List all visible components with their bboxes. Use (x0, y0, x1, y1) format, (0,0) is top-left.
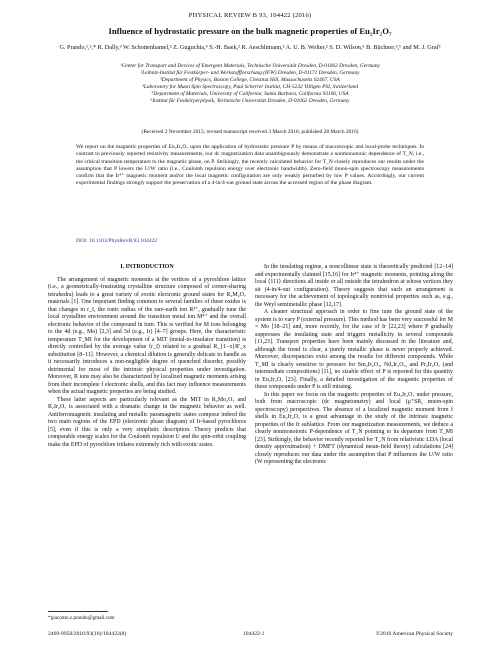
footnote-rule (48, 611, 108, 612)
author-list: G. Prando,¹,²,* R. Dally,³ W. Schottenhamel,² Z. Guguchia,⁴ S.-H. Baek,² R. Aeschlimann,² A. U. B. Wolter,² S. D. Wilson,⁵ B. Büchner,²,⁶ and M. J. Graf³ (59, 44, 441, 51)
affiliation: ¹Center for Transport and Devices of Emergent Materials, Technische Universität Dresden, D-01062 Dresden, Germany (120, 63, 380, 69)
doi (76, 238, 157, 244)
affiliation: ⁶Institut für Festkörperphysik, Technische Universität Dresden, D-01062 Dresden, Germany (150, 98, 350, 105)
body-paragraph: In this paper we focus on the magnetic properties of Eu₂Ir₂O₇ under pressure, both from macroscopic (dc magnetometry) and local (μ⁺SR, muon-spin spectroscopy) perspectives. The absence of a localized magnetic moment from f shells in Eu₂Ir₂O₇ is a great advantage in the study of the intrinsic magnetic properties of the Ir sublattice. From our magnetization measurements, we deduce a clearly nonmonotonic P-dependence of T_N pointing to its departure from T_MI [23]. Strikingly, the behavior recently reported for T_N from relativistic LDA (local density approximation) + DMFT (dynamical mean-field theory) calculations [24] closely reproduces our data under the assumption that P influences the U/W ratio (W representing the electronic (255, 391, 453, 465)
section-heading: I. INTRODUCTION (120, 264, 174, 270)
footer-issn: 2469-9950/2016/93(10)/104422(8) (48, 631, 127, 637)
affiliation: ²Leibniz-Institut für Festkörper- und Werkstoffforschung (IFW) Dresden, D-01171 Dresden, Germany (140, 70, 360, 77)
body-paragraph: These latter aspects are particularly relevant as the MIT in R₂Mo₂O₇ and R₂Ir₂O₇ is associated with a dramatic change in the magnetic behavior as well. Antiferromagnetic insulating and metallic paramagnetic states compose indeed the two main regions of the EPD (electronic phase diagram) of Ir-based pyrochlores [5], even if this is only a very simplistic description. Theory predicts that comparable energy scales for the Coulomb repulsion U and the spin-orbit coupling make the EPD of pyrochlore iridates extremely rich with exotic states. (48, 396, 246, 448)
affiliation: ⁵Department of Materials, University of California, Santa Barbara, California 93106, USA (151, 91, 349, 98)
left-column (48, 264, 246, 449)
footer-copyright: ©2016 American Physical Society (375, 631, 453, 637)
affiliations (36, 63, 464, 106)
affiliation: ³Department of Physics, Boston College, Chestnut Hill, Massachusetts 02467, USA (160, 77, 340, 84)
corresponding-author-footnote: *giacomo.z.prando@gmail.com (48, 615, 115, 621)
received-dates: (Received 2 November 2015; revised manuscript received 3 March 2016; published 28 March 2016) (141, 129, 359, 135)
paper-title: Influence of hydrostatic pressure on the bulk magnetic properties of Eu₂Ir₂O₇ (108, 26, 392, 36)
body-paragraph: A cleaner structural approach in order to fine tune the ground state of the system is to vary P (external pressure). This method has been very successful for M = Mo [18–21] and, more recently, for the case of Ir [22,23] where P gradually suppresses the insulating state and triggers metallicity in several compounds [11,23]. Transport properties have been mainly discussed in the literature and, although the trend is clear, a purely metallic phase is never properly achieved. Moreover, discrepancies exist among the results for different compounds. While T_MI is clearly sensitive to pressure for Sm₂Ir₂O₇, Nd₂Ir₂O₇, and Pr₂Ir₂O₇ (and intermediate compositions) [11], no sizable effect of P is reported for this quantity in Eu₂Ir₂O₇ [23]. Finally, a detailed investigation of the magnetic properties of these compounds under P is still missing. (255, 309, 453, 390)
doi-link[interactable]: DOI: 10.1103/PhysRevB.93.104422 (76, 238, 158, 244)
footer-page-number: 104422-1 (243, 631, 265, 637)
abstract: We report on the magnetic properties of Eu₂Ir₂O₇ upon the application of hydrostatic pressure P by means of macroscopic and local-probe techniques. In contrast to previously reported resistivity measurements, our dc magnetization data unambiguously demonstrate a nonmonotonic dependence of T_N, i.e., the critical transition temperature to the magnetic phase, on P. Strikingly, the recently calculated behavior for T_N closely reproduces our results under the assumption that P lowers the U/W ratio (i.e., Coulomb repulsion energy over electronic bandwidth). Zero-field muon-spin spectroscopy measurements confirm that the Ir⁴⁺ magnetic moment and/or the local magnetic configuration are only weakly perturbed by low P values. Accordingly, our current experimental findings strongly support the preservation of a 4-in/4-out ground state across the accessed region of the phase diagram. (76, 144, 424, 187)
body-paragraph: In the insulating regime, a noncollinear state is theoretically predicted [12–14] and experimentally claimed [15,16] for Ir⁴⁺ magnetic moments, pointing along the local ⟨111⟩ directions all inside or all outside the tetrahedron at whose vertices they sit (4-in/4-out configuration). Theory suggests that such an arrangement is necessary for the achievement of topologically nontrivial properties such as, e.g., the Weyl semimetallic phase [12,17]. (255, 264, 453, 308)
affiliation: ⁴Laboratory for Muon Spin Spectroscopy, Paul Scherrer Institut, CH-5232 Villigen PSI, Switzerland (141, 84, 359, 91)
journal-header: PHYSICAL REVIEW B 93, 104422 (2016) (188, 12, 312, 19)
body-paragraph: The arrangement of magnetic moments at the vertices of a pyrochlore lattice (i.e., a geometrically-frustrating crystalline structure composed of corner-sharing tetrahedra) leads to a great variety of exotic electronic ground states for R₂M₂O₇ materials [1]. One important finding common to several families of these oxides is that changes in r_I, the ionic radius of the rare-earth ion R³⁺, gradually tune the local crystalline environment around the transition metal ion M⁴⁺ and the overall electronic behavior of the compound in turn. This is verified for M ions belonging to the 4d (e.g., Mo) [2,3] and 5d (e.g., Ir) [4–7] groups. Here, the characteristic temperature T_MI for the development of a MIT (metal-to-insulator transition) is directly controlled by the average value ⟨r_I⟩ related to a gradual R_{1−x}R'_x substitution [8–11]. However, a chemical dilution is generally delicate to handle as it necessarily introduces a non-negligible degree of quenched disorder, possibly detrimental for most of the intrinsic physical properties under investigation. Moreover, R ions may also be characterized by localized magnetic moments arising from their incomplete f electronic shells, and this fact may influence measurements when the actual magnetic properties are being studied. (48, 276, 246, 395)
right-column (255, 264, 453, 467)
